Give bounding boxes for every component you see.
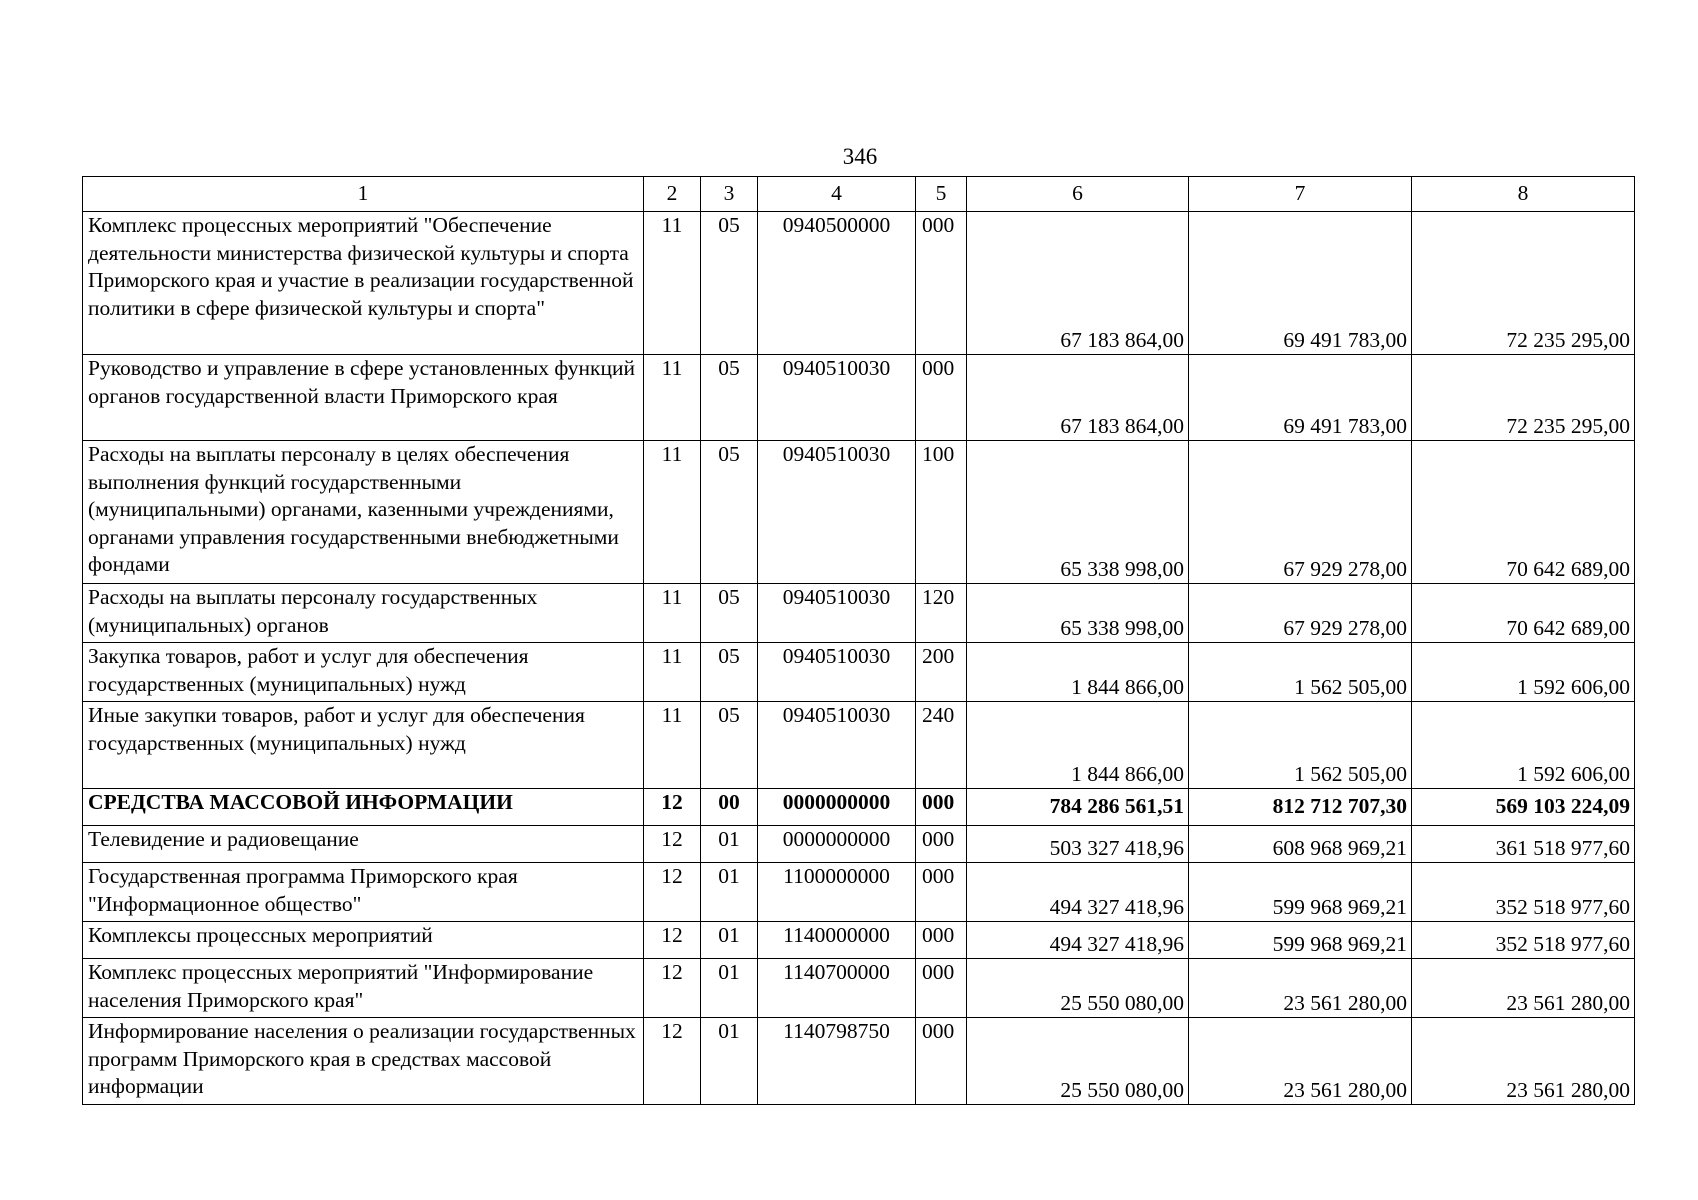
row-name: Государственная программа Приморского края "Информационное общество" <box>83 863 644 922</box>
column-header: 6 <box>967 177 1189 212</box>
expense-type-code: 000 <box>916 959 967 1018</box>
column-number-row <box>83 177 1635 212</box>
column-header: 1 <box>83 177 644 212</box>
target-article-code: 0000000000 <box>758 826 916 863</box>
table-row <box>83 643 1635 702</box>
amount-col-7: 599 968 969,21 <box>1189 922 1412 959</box>
section-code: 11 <box>644 702 701 789</box>
target-article-code: 0940510030 <box>758 441 916 584</box>
target-article-code: 0000000000 <box>758 789 916 826</box>
amount-col-7: 1 562 505,00 <box>1189 643 1412 702</box>
subsection-code: 05 <box>701 441 758 584</box>
amount-col-7: 599 968 969,21 <box>1189 863 1412 922</box>
expense-type-code: 000 <box>916 863 967 922</box>
subsection-code: 01 <box>701 959 758 1018</box>
row-name: Телевидение и радиовещание <box>83 826 644 863</box>
section-code: 11 <box>644 441 701 584</box>
column-header: 5 <box>916 177 967 212</box>
expense-type-code: 240 <box>916 702 967 789</box>
page-number: 346 <box>842 144 878 169</box>
amount-col-6: 67 183 864,00 <box>967 355 1189 441</box>
expense-type-code: 000 <box>916 1018 967 1105</box>
amount-col-8: 70 642 689,00 <box>1412 584 1635 643</box>
target-article-code: 0940510030 <box>758 355 916 441</box>
amount-col-6: 494 327 418,96 <box>967 922 1189 959</box>
table-row <box>83 1018 1635 1105</box>
amount-col-7: 23 561 280,00 <box>1189 959 1412 1018</box>
section-code: 11 <box>644 584 701 643</box>
section-code: 12 <box>644 789 701 826</box>
amount-col-6: 1 844 866,00 <box>967 702 1189 789</box>
amount-col-7: 1 562 505,00 <box>1189 702 1412 789</box>
expense-type-code: 120 <box>916 584 967 643</box>
subsection-code: 00 <box>701 789 758 826</box>
target-article-code: 0940510030 <box>758 584 916 643</box>
table-row <box>83 959 1635 1018</box>
column-header: 4 <box>758 177 916 212</box>
amount-col-7: 67 929 278,00 <box>1189 441 1412 584</box>
amount-col-8: 72 235 295,00 <box>1412 355 1635 441</box>
amount-col-7: 812 712 707,30 <box>1189 789 1412 826</box>
table-row <box>83 212 1635 355</box>
section-code: 11 <box>644 643 701 702</box>
amount-col-7: 608 968 969,21 <box>1189 826 1412 863</box>
subsection-code: 01 <box>701 826 758 863</box>
amount-col-7: 23 561 280,00 <box>1189 1018 1412 1105</box>
expense-type-code: 000 <box>916 826 967 863</box>
amount-col-6: 1 844 866,00 <box>967 643 1189 702</box>
section-code: 12 <box>644 959 701 1018</box>
subsection-code: 01 <box>701 922 758 959</box>
amount-col-8: 1 592 606,00 <box>1412 702 1635 789</box>
amount-col-6: 25 550 080,00 <box>967 959 1189 1018</box>
expense-type-code: 200 <box>916 643 967 702</box>
amount-col-8: 352 518 977,60 <box>1412 863 1635 922</box>
target-article-code: 1140700000 <box>758 959 916 1018</box>
amount-col-7: 69 491 783,00 <box>1189 212 1412 355</box>
row-name: Руководство и управление в сфере установленных функций органов государственной власти Приморского края <box>83 355 644 441</box>
amount-col-8: 569 103 224,09 <box>1412 789 1635 826</box>
amount-col-6: 784 286 561,51 <box>967 789 1189 826</box>
amount-col-6: 25 550 080,00 <box>967 1018 1189 1105</box>
amount-col-8: 23 561 280,00 <box>1412 959 1635 1018</box>
amount-col-7: 69 491 783,00 <box>1189 355 1412 441</box>
target-article-code: 0940510030 <box>758 702 916 789</box>
subsection-code: 05 <box>701 212 758 355</box>
amount-col-8: 1 592 606,00 <box>1412 643 1635 702</box>
subsection-code: 05 <box>701 643 758 702</box>
amount-col-6: 67 183 864,00 <box>967 212 1189 355</box>
section-code: 12 <box>644 826 701 863</box>
section-code: 12 <box>644 863 701 922</box>
amount-col-6: 65 338 998,00 <box>967 441 1189 584</box>
target-article-code: 0940500000 <box>758 212 916 355</box>
table-row <box>83 441 1635 584</box>
subsection-code: 01 <box>701 1018 758 1105</box>
amount-col-8: 72 235 295,00 <box>1412 212 1635 355</box>
amount-col-8: 361 518 977,60 <box>1412 826 1635 863</box>
target-article-code: 0940510030 <box>758 643 916 702</box>
expense-type-code: 000 <box>916 355 967 441</box>
expense-type-code: 100 <box>916 441 967 584</box>
target-article-code: 1140798750 <box>758 1018 916 1105</box>
column-header: 7 <box>1189 177 1412 212</box>
row-name: Информирование населения о реализации государственных программ Приморского края в средствах массовой информации <box>83 1018 644 1105</box>
row-name: Комплекс процессных мероприятий "Обеспечение деятельности министерства физической культуры и спорта Приморского края и участие в реализации государственной политики в сфере физической культуры и спорта" <box>83 212 644 355</box>
section-code: 12 <box>644 1018 701 1105</box>
column-header: 2 <box>644 177 701 212</box>
target-article-code: 1140000000 <box>758 922 916 959</box>
expense-type-code: 000 <box>916 789 967 826</box>
amount-col-6: 503 327 418,96 <box>967 826 1189 863</box>
table-row <box>83 702 1635 789</box>
amount-col-8: 352 518 977,60 <box>1412 922 1635 959</box>
row-name: Комплекс процессных мероприятий "Информирование населения Приморского края" <box>83 959 644 1018</box>
expense-type-code: 000 <box>916 922 967 959</box>
row-name: Комплексы процессных мероприятий <box>83 922 644 959</box>
amount-col-6: 494 327 418,96 <box>967 863 1189 922</box>
amount-col-8: 70 642 689,00 <box>1412 441 1635 584</box>
amount-col-7: 67 929 278,00 <box>1189 584 1412 643</box>
subsection-code: 01 <box>701 863 758 922</box>
section-code: 11 <box>644 355 701 441</box>
subsection-code: 05 <box>701 584 758 643</box>
row-name: СРЕДСТВА МАССОВОЙ ИНФОРМАЦИИ <box>83 789 644 826</box>
table-row <box>83 922 1635 959</box>
row-name: Закупка товаров, работ и услуг для обеспечения государственных (муниципальных) нужд <box>83 643 644 702</box>
row-name: Расходы на выплаты персоналу государственных (муниципальных) органов <box>83 584 644 643</box>
expense-type-code: 000 <box>916 212 967 355</box>
table-row <box>83 584 1635 643</box>
column-header: 8 <box>1412 177 1635 212</box>
row-name: Иные закупки товаров, работ и услуг для обеспечения государственных (муниципальных) нужд <box>83 702 644 789</box>
amount-col-8: 23 561 280,00 <box>1412 1018 1635 1105</box>
section-code: 12 <box>644 922 701 959</box>
budget-table <box>82 176 1635 1105</box>
table-row <box>83 789 1635 826</box>
target-article-code: 1100000000 <box>758 863 916 922</box>
row-name: Расходы на выплаты персоналу в целях обеспечения выполнения функций государственными (муниципальными) органами, казенными учреждениями, органами управления государственными внебюджетными фондами <box>83 441 644 584</box>
subsection-code: 05 <box>701 355 758 441</box>
table-row <box>83 863 1635 922</box>
table-row <box>83 826 1635 863</box>
amount-col-6: 65 338 998,00 <box>967 584 1189 643</box>
section-code: 11 <box>644 212 701 355</box>
column-header: 3 <box>701 177 758 212</box>
subsection-code: 05 <box>701 702 758 789</box>
table-row <box>83 355 1635 441</box>
